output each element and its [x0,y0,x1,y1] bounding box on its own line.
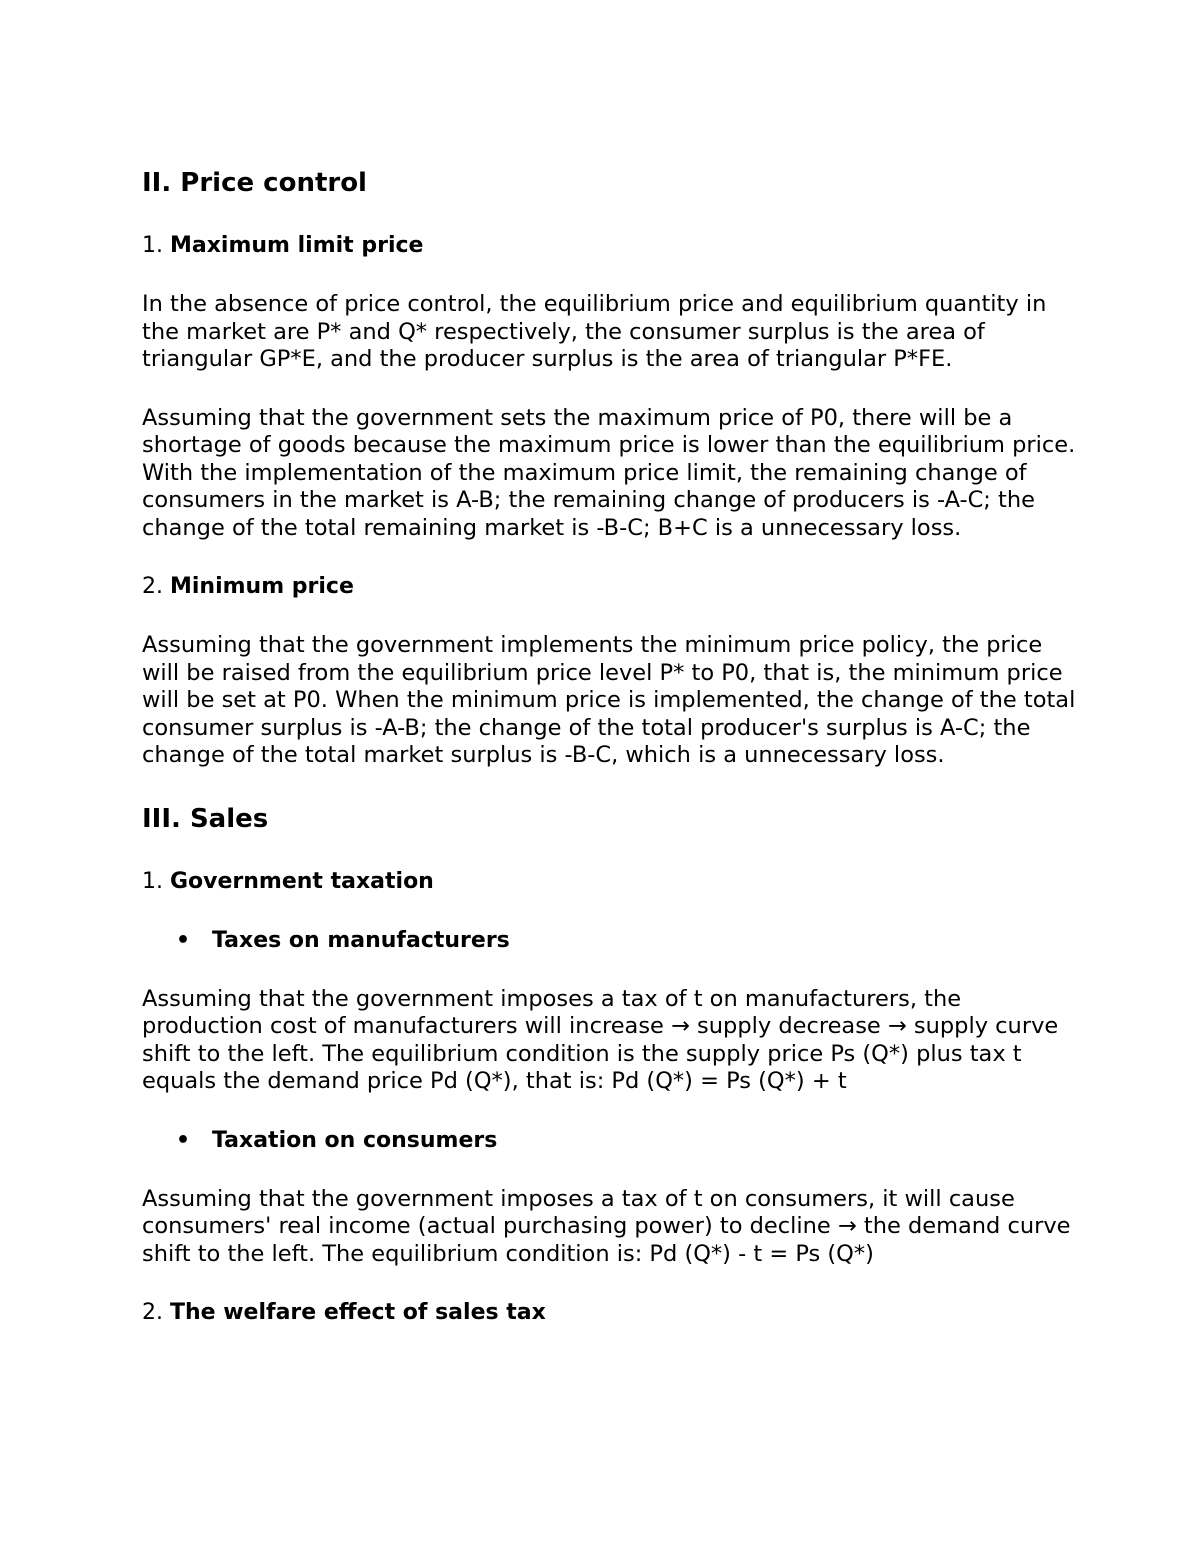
subheading-welfare-effect [142,1299,1077,1327]
paragraph-no-price-control: In the absence of price control, the equilibrium price and equilibrium quantity in the market are P* and Q* respectively, the consumer surplus is the area of triangular GP*E, and the producer surplus is the area of triangular P*FE. [142,291,1047,372]
subheading-title: Government taxation [169,868,434,894]
bullet-marker: • [176,927,191,953]
bullet-taxation-on-consumers [142,1127,1077,1155]
subheading-title: Maximum limit price [169,233,424,258]
paragraph-minimum-price: Assuming that the government implements the minimum price policy, the price will be raised from the equilibrium price level P* to P0, that is, the minimum price will be set at P0. When the minimum price is implemented, the change of the total consumer surplus is -A-B; the change of the total producer's surplus is A-C; the change of the total market surplus is -B-C, which is a unnecessary loss. [142,632,1076,768]
subheading-number: 2. [142,574,170,599]
subheading-number: 1. [142,233,170,258]
bullet-label: Taxation on consumers [212,1127,498,1153]
subheading-maximum-limit-price [142,232,1077,260]
subheading-number: 2. [142,1300,170,1325]
subheading-title: The welfare effect of sales tax [169,1300,546,1325]
subheading-minimum-price [142,573,1077,601]
bullet-label: Taxes on manufacturers [212,927,510,953]
section-heading-price-control: II. Price control [142,168,367,198]
bullet-marker: • [176,1127,191,1153]
paragraph-tax-consumers: Assuming that the government imposes a tax of t on consumers, it will cause consumers' real income (actual purchasing power) to decline → the demand curve shift to the left. The equilibrium condition is: Pd (Q*) - t = Ps (Q*) [142,1185,1071,1267]
subheading-title: Minimum price [169,574,354,599]
bullet-taxes-on-manufacturers [142,927,1077,955]
paragraph-maximum-price: Assuming that the government sets the maximum price of P0, there will be a shortage of goods because the maximum price is lower than the equilibrium price. With the implementation of the maximum price limit, the remaining change of consumers in the market is A-B; the remaining change of producers is -A-C; the change of the total remaining market is -B-C; B+C is a unnecessary loss. [142,404,1076,541]
subheading-number: 1. [142,868,170,894]
paragraph-tax-manufacturers: Assuming that the government imposes a tax of t on manufacturers, the production cost of manufacturers will increase → supply decrease → supply curve shift to the left. The equilibrium condition is the supply price Ps (Q*) plus tax t equals the demand price Pd (Q*), that is: Pd (Q*) = Ps (Q*) + t [142,985,1059,1094]
document-page [142,168,1077,1327]
section-heading-sales: III. Sales [142,803,269,834]
subheading-government-taxation [142,868,1077,896]
